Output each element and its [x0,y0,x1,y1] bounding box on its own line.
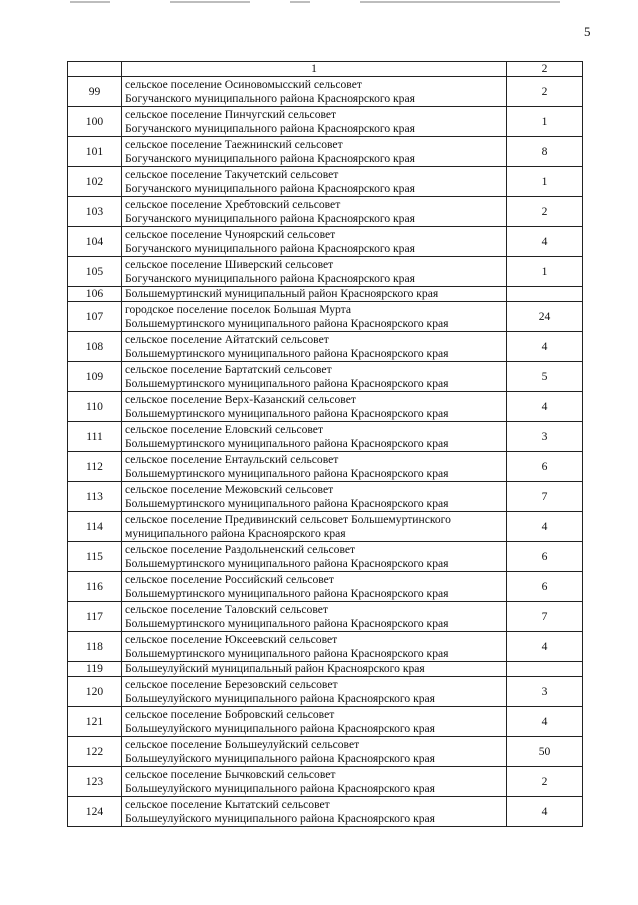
row-number: 102 [68,167,122,197]
name-line: Богучанского муниципального района Красноярского края [125,181,415,195]
row-number: 101 [68,137,122,167]
quantity-value: 2 [507,197,583,227]
row-number: 104 [68,227,122,257]
row-number: 111 [68,422,122,452]
column-header-name: 1 [122,62,507,77]
quantity-value: 1 [507,257,583,287]
row-number: 121 [68,707,122,737]
table-row [68,452,583,482]
municipality-name [122,422,507,452]
name-line: сельское поселение Пинчугский сельсовет [125,108,337,121]
scan-artifact [60,0,580,6]
municipality-name [122,662,507,677]
name-line: муниципального района Красноярского края [125,526,346,540]
quantity-value: 6 [507,452,583,482]
name-line: Большемуртинского муниципального района Красноярского края [125,556,449,570]
row-number: 113 [68,482,122,512]
row-number: 108 [68,332,122,362]
name-line: Большеулуйского муниципального района Красноярского края [125,691,436,705]
name-line: сельское поселение Кытатский сельсовет [125,798,330,811]
municipality-name [122,227,507,257]
municipality-name [122,332,507,362]
table-row [68,362,583,392]
name-line: сельское поселение Осиновомысский сельсовет [125,78,362,91]
quantity-value: 4 [507,707,583,737]
name-line: сельское поселение Предивинский сельсовет Большемуртинского [125,513,451,526]
name-line: Богучанского муниципального района Красноярского края [125,91,415,105]
municipality-name [122,77,507,107]
name-line: Большемуртинский муниципальный район Красноярского края [125,287,439,301]
name-line: сельское поселение Такучетский сельсовет [125,168,339,181]
municipality-name [122,707,507,737]
name-line: сельское поселение Ентаульский сельсовет [125,453,339,466]
row-number: 123 [68,767,122,797]
row-number: 109 [68,362,122,392]
municipality-name [122,362,507,392]
name-line: городское поселение поселок Большая Мурта [125,303,352,316]
row-number: 107 [68,302,122,332]
table-row [68,167,583,197]
quantity-value: 4 [507,632,583,662]
name-line: сельское поселение Бартатский сельсовет [125,363,332,376]
row-number: 103 [68,197,122,227]
municipality-name [122,392,507,422]
municipality-name [122,452,507,482]
table-row [68,767,583,797]
municipality-name [122,482,507,512]
quantity-value: 6 [507,572,583,602]
quantity-value: 3 [507,677,583,707]
name-line: сельское поселение Еловский сельсовет [125,423,324,436]
name-line: Большеулуйский муниципальный район Красноярского края [125,662,425,676]
quantity-value: 24 [507,302,583,332]
name-line: Большемуртинского муниципального района Красноярского края [125,466,449,480]
name-line: сельское поселение Хребтовский сельсовет [125,198,341,211]
row-number: 122 [68,737,122,767]
name-line: Большеулуйского муниципального района Красноярского края [125,811,436,825]
municipality-name [122,287,507,302]
name-line: Большемуртинского муниципального района Красноярского края [125,316,449,330]
name-line: Богучанского муниципального района Красноярского края [125,241,415,255]
quantity-value: 7 [507,602,583,632]
name-line: Большемуртинского муниципального района Красноярского края [125,376,449,390]
name-line: сельское поселение Березовский сельсовет [125,678,338,691]
table-row [68,227,583,257]
row-number: 99 [68,77,122,107]
column-header-number [68,62,122,77]
name-line: Большемуртинского муниципального района Красноярского края [125,646,449,660]
column-header-quantity: 2 [507,62,583,77]
row-number: 114 [68,512,122,542]
municipality-name [122,542,507,572]
table-row [68,332,583,362]
municipality-name [122,632,507,662]
quantity-value: 4 [507,392,583,422]
table-row [68,392,583,422]
name-line: сельское поселение Межовский сельсовет [125,483,334,496]
municipality-name [122,602,507,632]
quantity-value [507,287,583,302]
quantity-value: 1 [507,107,583,137]
name-line: Богучанского муниципального района Красноярского края [125,151,415,165]
name-line: сельское поселение Раздольненский сельсовет [125,543,356,556]
municipality-name [122,137,507,167]
name-line: Большемуртинского муниципального района Красноярского края [125,346,449,360]
row-number: 112 [68,452,122,482]
name-line: Богучанского муниципального района Красноярского края [125,271,415,285]
quantity-value: 5 [507,362,583,392]
table-row [68,512,583,542]
table-row [68,542,583,572]
municipality-name [122,797,507,827]
name-line: сельское поселение Айтатский сельсовет [125,333,329,346]
table-row [68,77,583,107]
table-row [68,137,583,167]
table-header-row [68,62,583,77]
row-number: 110 [68,392,122,422]
name-line: Большемуртинского муниципального района Красноярского края [125,586,449,600]
name-line: сельское поселение Таловский сельсовет [125,603,328,616]
table-row [68,287,583,302]
municipality-name [122,257,507,287]
name-line: Большемуртинского муниципального района Красноярского края [125,496,449,510]
table-row [68,107,583,137]
name-line: Большемуртинского муниципального района Красноярского края [125,616,449,630]
name-line: Богучанского муниципального района Красноярского края [125,211,415,225]
municipality-name [122,107,507,137]
table-row [68,677,583,707]
table-row [68,632,583,662]
quantity-value: 1 [507,167,583,197]
row-number: 118 [68,632,122,662]
quantity-value: 4 [507,797,583,827]
row-number: 117 [68,602,122,632]
table-row [68,602,583,632]
row-number: 115 [68,542,122,572]
quantity-value: 4 [507,512,583,542]
name-line: Богучанского муниципального района Красноярского края [125,121,415,135]
row-number: 119 [68,662,122,677]
name-line: Большеулуйского муниципального района Красноярского края [125,721,436,735]
quantity-value: 2 [507,77,583,107]
name-line: Большемуртинского муниципального района Красноярского края [125,406,449,420]
name-line: сельское поселение Российский сельсовет [125,573,334,586]
table-row [68,257,583,287]
table-row [68,422,583,452]
quantity-value: 4 [507,332,583,362]
municipality-table [67,61,583,827]
name-line: Большеулуйского муниципального района Красноярского края [125,781,436,795]
municipality-name [122,767,507,797]
name-line: сельское поселение Бычковский сельсовет [125,768,336,781]
table-row [68,707,583,737]
quantity-value: 8 [507,137,583,167]
name-line: сельское поселение Большеулуйский сельсовет [125,738,360,751]
name-line: сельское поселение Чуноярский сельсовет [125,228,336,241]
municipality-name [122,737,507,767]
municipality-name [122,167,507,197]
table-row [68,572,583,602]
name-line: сельское поселение Таежнинский сельсовет [125,138,343,151]
name-line: Большемуртинского муниципального района Красноярского края [125,436,449,450]
name-line: Большеулуйского муниципального района Красноярского края [125,751,436,765]
quantity-value: 50 [507,737,583,767]
quantity-value [507,662,583,677]
table-row [68,662,583,677]
quantity-value: 7 [507,482,583,512]
name-line: сельское поселение Шиверский сельсовет [125,258,334,271]
municipality-name [122,302,507,332]
table-row [68,797,583,827]
quantity-value: 2 [507,767,583,797]
table-row [68,197,583,227]
name-line: сельское поселение Бобровский сельсовет [125,708,335,721]
municipality-name [122,677,507,707]
municipality-name [122,197,507,227]
page-number: 5 [584,24,591,39]
table-row [68,482,583,512]
row-number: 105 [68,257,122,287]
row-number: 124 [68,797,122,827]
quantity-value: 6 [507,542,583,572]
municipality-name [122,572,507,602]
name-line: сельское поселение Юксеевский сельсовет [125,633,338,646]
row-number: 120 [68,677,122,707]
table-row [68,302,583,332]
row-number: 100 [68,107,122,137]
name-line: сельское поселение Верх-Казанский сельсовет [125,393,356,406]
quantity-value: 3 [507,422,583,452]
quantity-value: 4 [507,227,583,257]
table-row [68,737,583,767]
row-number: 106 [68,287,122,302]
municipality-name [122,512,507,542]
row-number: 116 [68,572,122,602]
